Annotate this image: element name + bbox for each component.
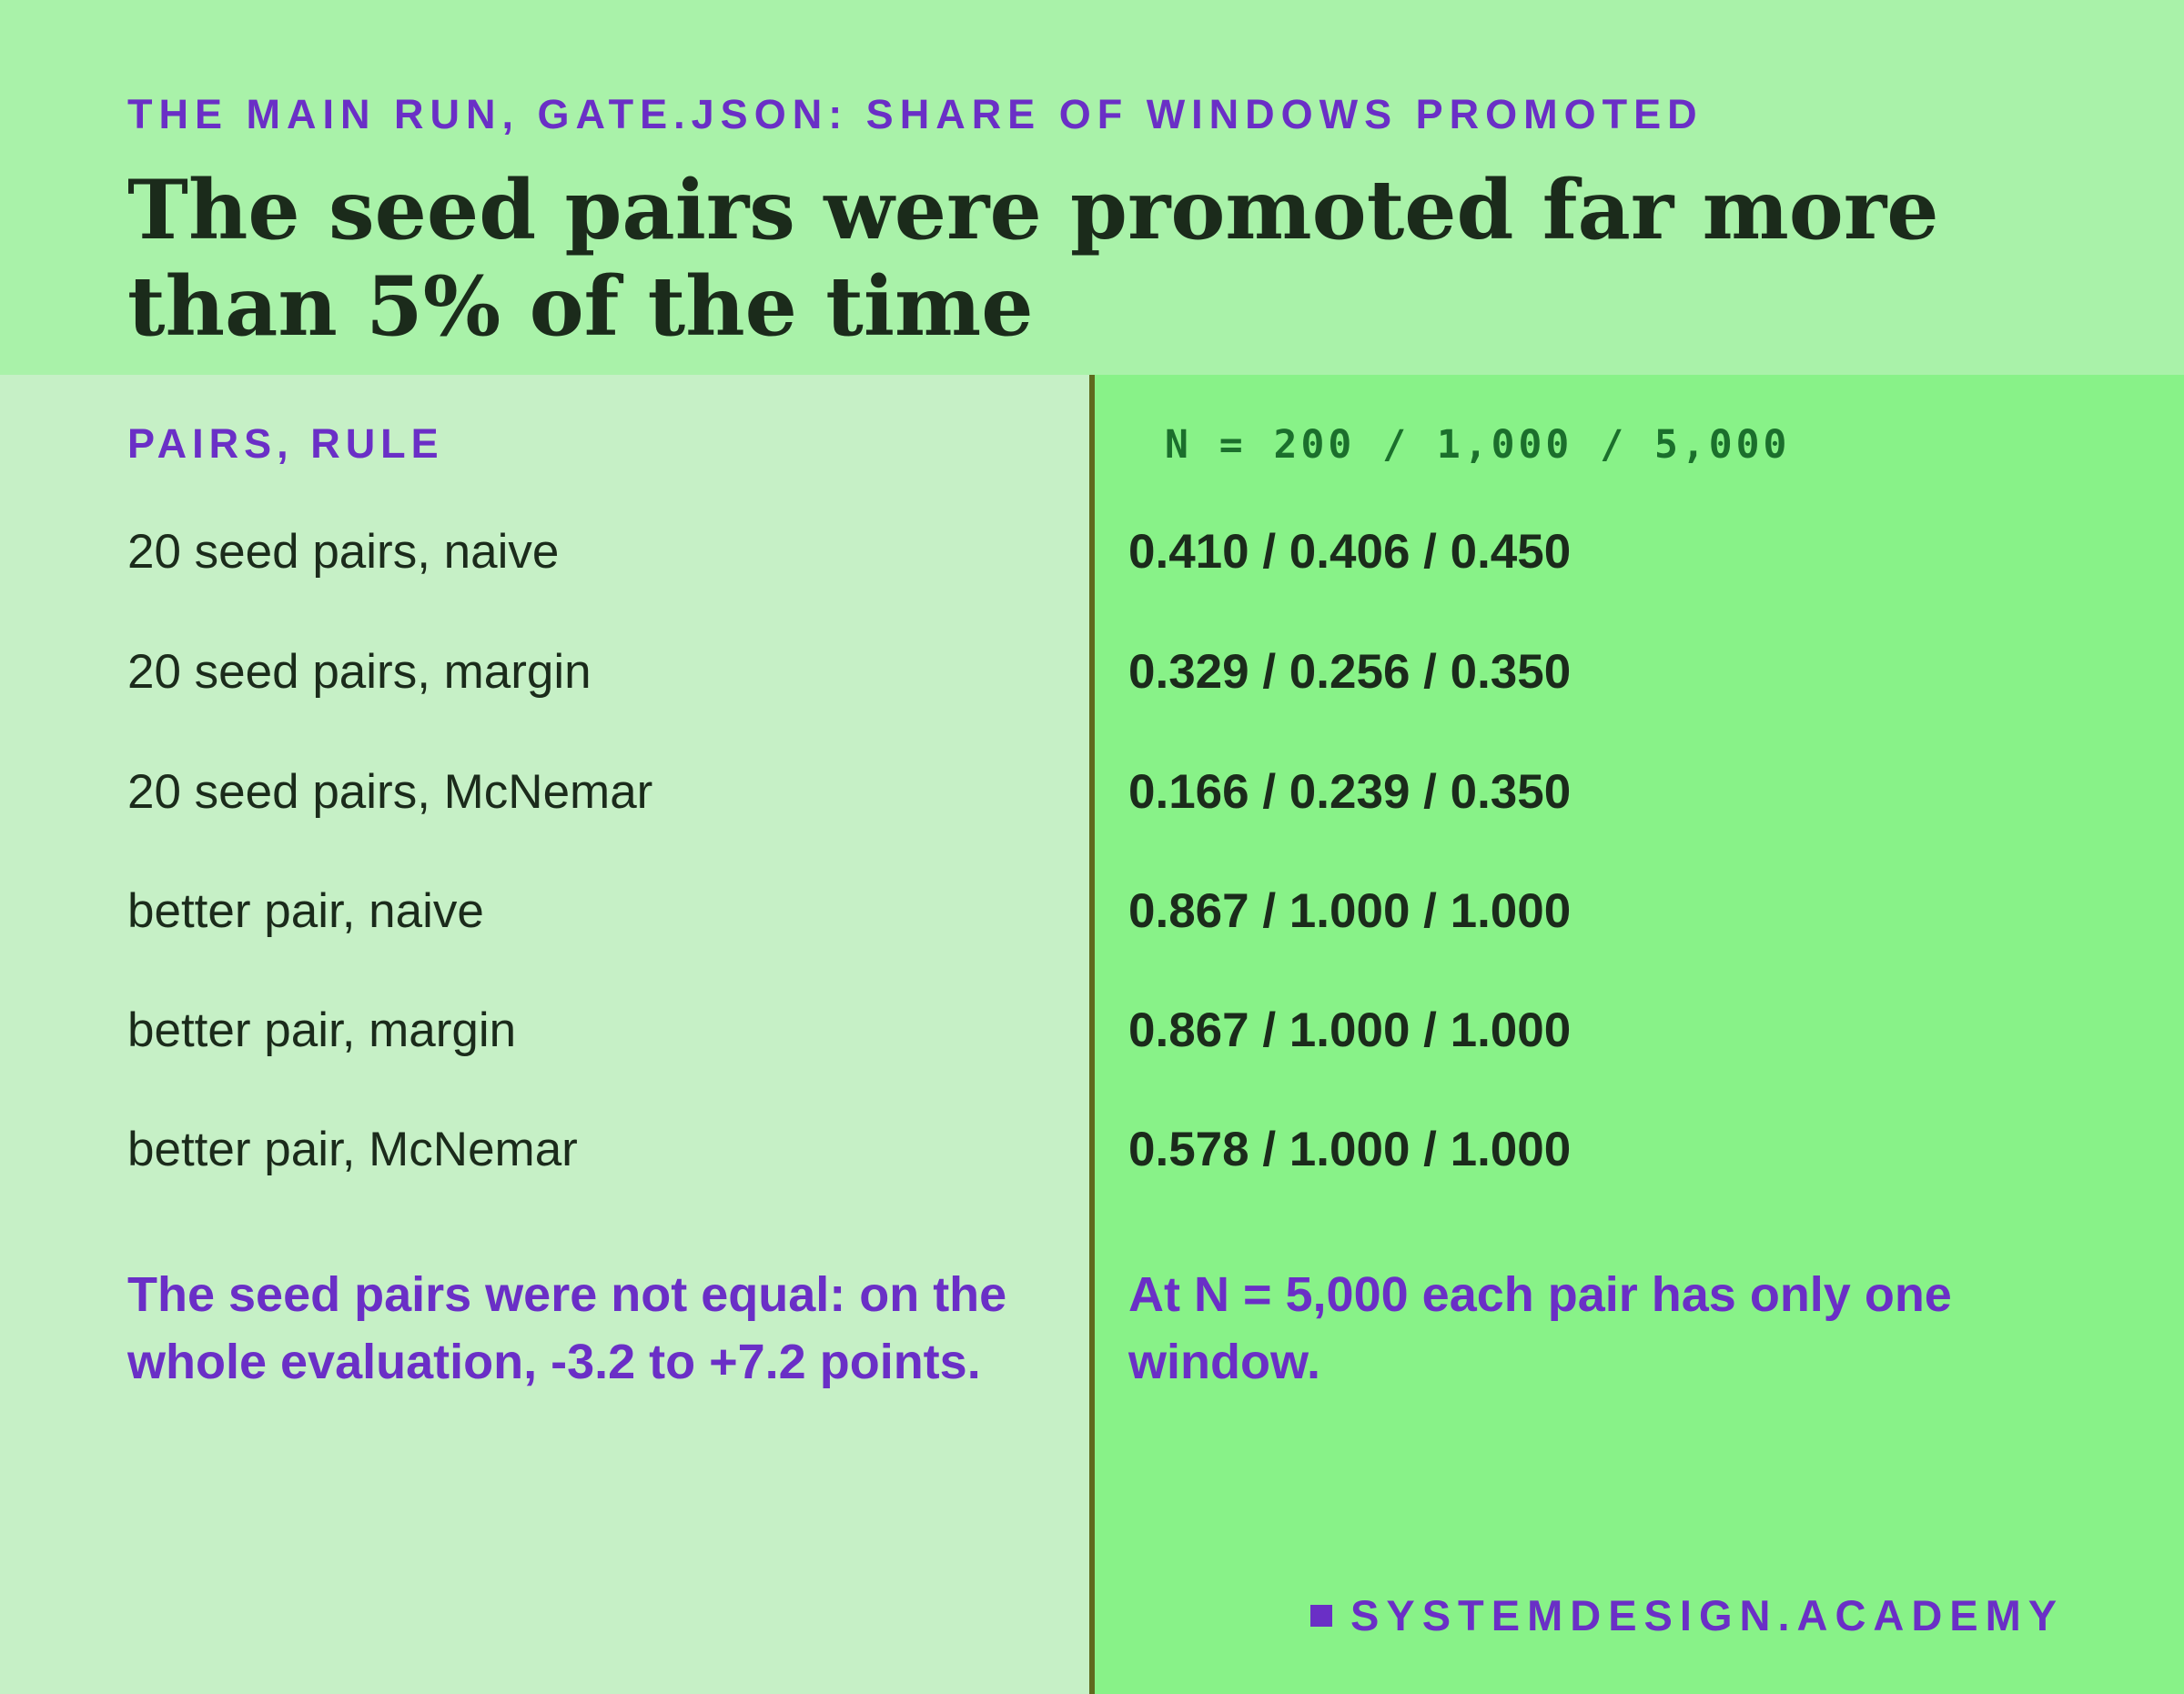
row-value: 0.578 / 1.000 / 1.000 — [1128, 1123, 1572, 1176]
column-header-pairs-rule: PAIRS, RULE — [127, 420, 444, 467]
row-value: 0.329 / 0.256 / 0.350 — [1128, 645, 1572, 699]
brand-text: SYSTEMDESIGN.ACADEMY — [1350, 1591, 2065, 1639]
row-label: better pair, naive — [127, 884, 484, 938]
footnote-right: At N = 5,000 each pair has only one window. — [1128, 1267, 1952, 1389]
row-value: 0.410 / 0.406 / 0.450 — [1128, 525, 1572, 579]
eyebrow-label: THE MAIN RUN, GATE.JSON: SHARE OF WINDOWS PROMOTED — [127, 91, 1704, 137]
row-label: better pair, margin — [127, 1003, 517, 1057]
row-label: 20 seed pairs, margin — [127, 645, 592, 699]
page-title: The seed pairs were promoted far more than 5% of the time — [127, 162, 1939, 355]
square-icon — [1310, 1605, 1332, 1627]
column-header-n-values: N = 200 / 1,000 / 5,000 — [1165, 422, 1791, 468]
brand-mark — [1310, 1590, 2064, 1640]
row-value: 0.166 / 0.239 / 0.350 — [1128, 765, 1572, 819]
row-label: 20 seed pairs, naive — [127, 525, 560, 579]
footnote-left: The seed pairs were not equal: on the whole evaluation, -3.2 to +7.2 points. — [127, 1267, 1007, 1389]
row-label: better pair, McNemar — [127, 1123, 578, 1176]
row-value: 0.867 / 1.000 / 1.000 — [1128, 884, 1572, 938]
row-label: 20 seed pairs, McNemar — [127, 765, 653, 819]
row-value: 0.867 / 1.000 / 1.000 — [1128, 1003, 1572, 1057]
